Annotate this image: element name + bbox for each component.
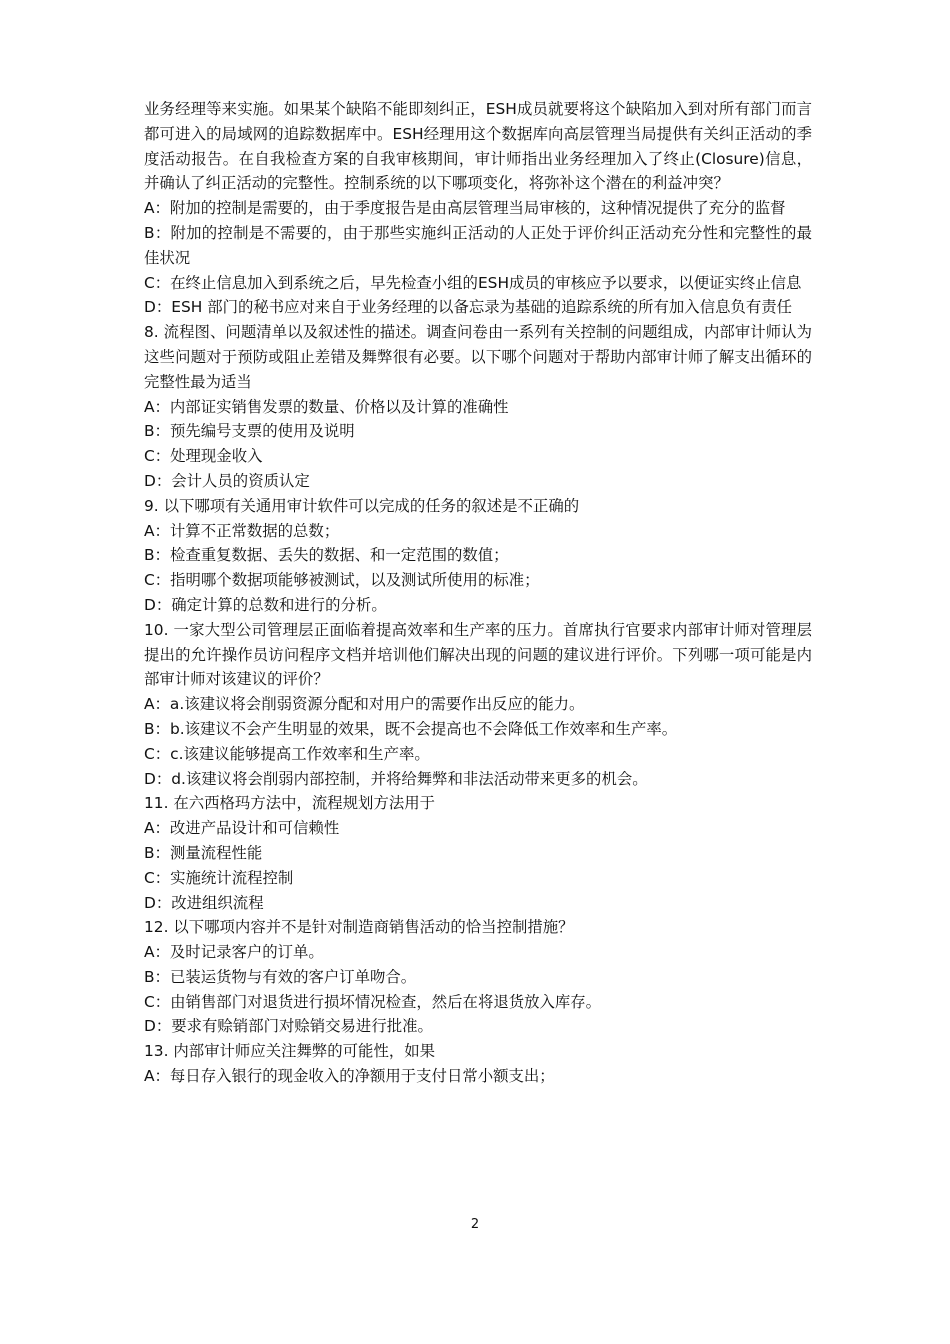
question-11-option-c: C：实施统计流程控制	[144, 868, 294, 887]
question-9-option-c: C：指明哪个数据项能够被测试，以及测试所使用的标准；	[144, 571, 540, 590]
question-10-option-a: A：a.该建议将会削弱资源分配和对用户的需要作出反应的能力。	[144, 695, 585, 714]
question-10-option-d: D：d.该建议将会削弱内部控制，并将给舞弊和非法活动带来更多的机会。	[144, 769, 648, 788]
question-12-stem: 12. 以下哪项内容并不是针对制造商销售活动的恰当控制措施？	[144, 918, 574, 937]
question-13-stem: 13. 内部审计师应关注舞弊的可能性，如果	[144, 1042, 436, 1061]
question-11-option-d: D：改进组织流程	[144, 893, 264, 912]
question-12-option-c: C：由销售部门对退货进行损坏情况检查，然后在将退货放入库存。	[144, 992, 602, 1011]
question-10-option-b: B：b.该建议不会产生明显的效果，既不会提高也不会降低工作效率和生产率。	[144, 719, 678, 738]
question-9-stem: 9. 以下哪项有关通用审计软件可以完成的任务的叙述是不正确的	[144, 496, 580, 515]
document-body	[144, 97, 812, 1089]
question-7-option-c: C：在终止信息加入到系统之后，早先检查小组的ESH成员的审核应予以要求，以便证实终止信息	[144, 273, 802, 292]
question-7-option-d: D：ESH 部门的秘书应对来自于业务经理的以备忘录为基础的追踪系统的所有加入信息负有责任	[144, 298, 793, 317]
question-11-option-a: A：改进产品设计和可信赖性	[144, 819, 340, 838]
question-10-stem: 10. 一家大型公司管理层正面临着提高效率和生产率的压力。首席执行官要求内部审计师对管理层提出的允许操作员访问程序文档并培训他们解决出现的问题的建议进行评价。下列哪一项可能是内部审计师对该建议的评价？	[144, 620, 812, 689]
question-7-option-b: B：附加的控制是不需要的，由于那些实施纠正活动的人正处于评价纠正活动充分性和完整性的最佳状况	[144, 223, 812, 267]
question-9-option-a: A：计算不正常数据的总数；	[144, 521, 340, 540]
question-12-option-b: B：已装运货物与有效的客户订单吻合。	[144, 967, 417, 986]
page-number: 2	[470, 1217, 480, 1232]
question-7-option-a: A：附加的控制是需要的，由于季度报告是由高层管理当局审核的，这种情况提供了充分的监督	[144, 199, 786, 218]
question-12-option-d: D：要求有赊销部门对赊销交易进行批准。	[144, 1017, 433, 1036]
question-8-option-b: B：预先编号支票的使用及说明	[144, 422, 355, 441]
question-10-option-c: C：c.该建议能够提高工作效率和生产率。	[144, 744, 430, 763]
question-8-option-c: C：处理现金收入	[144, 447, 263, 466]
question-11-option-b: B：测量流程性能	[144, 843, 263, 862]
question-9-option-d: D：确定计算的总数和进行的分析。	[144, 595, 387, 614]
question-13-option-a: A：每日存入银行的现金收入的净额用于支付日常小额支出；	[144, 1067, 555, 1086]
question-8-option-d: D：会计人员的资质认定	[144, 471, 310, 490]
question-8-stem: 8. 流程图、问题清单以及叙述性的描述。调查问卷由一系列有关控制的问题组成，内部审计师认为这些问题对于预防或阻止差错及舞弊很有必要。以下哪个问题对于帮助内部审计师了解支出循环的完整性最为适当	[144, 323, 812, 391]
question-8-option-a: A：内部证实销售发票的数量、价格以及计算的准确性	[144, 397, 509, 416]
question-9-option-b: B：检查重复数据、丢失的数据、和一定范围的数值；	[144, 546, 509, 565]
question-12-option-a: A：及时记录客户的订单。	[144, 943, 324, 962]
question-11-stem: 11. 在六西格玛方法中，流程规划方法用于	[144, 794, 436, 813]
question-7-stem-continued: 业务经理等来实施。如果某个缺陷不能即刻纠正，ESH成员就要将这个缺陷加入到对所有部门而言都可进入的局域网的追踪数据库中。ESH经理用这个数据库向高层管理当局提供有关纠正活动的季度活动报告。在自我检查方案的自我审核期间，审计师指出业务经理加入了终止(Closure)信息，并确认了纠正活动的完整性。控制系统的以下哪项变化，将弥补这个潜在的利益冲突？	[144, 100, 812, 193]
